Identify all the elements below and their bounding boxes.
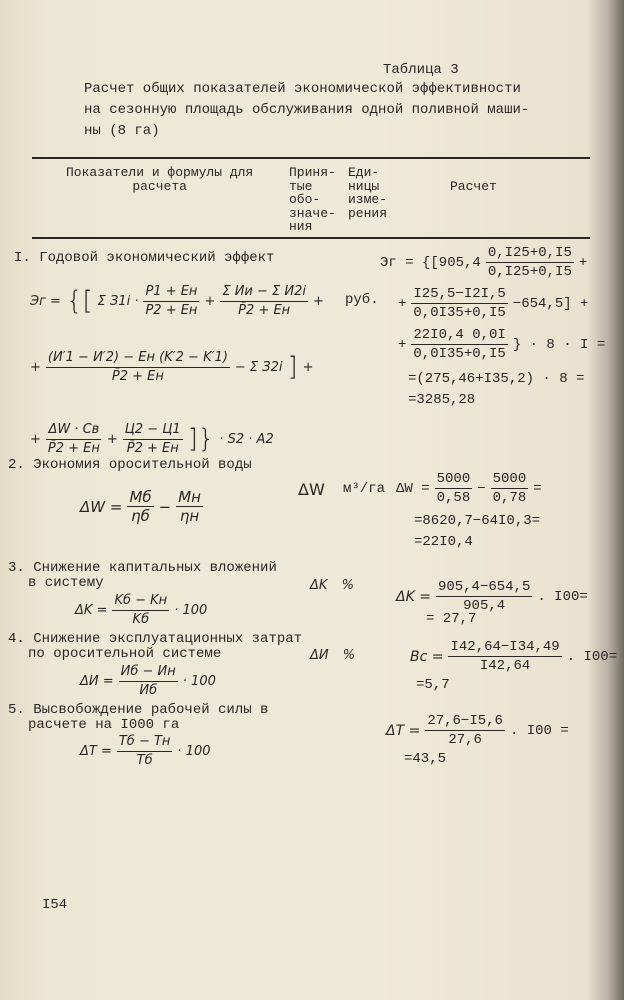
header-text: ния	[289, 219, 313, 234]
row-2-unit: м³/га	[343, 481, 386, 497]
fraction: Σ Ии − Σ И2i P̄2 + Eн	[222, 283, 306, 318]
header-text: расчета	[132, 178, 187, 194]
formula-text: · S2 · A2	[219, 431, 274, 447]
caption-line: ны (8 га)	[84, 123, 160, 139]
fraction: ΔW · Cв P̄2 + Eн	[47, 421, 100, 456]
calc-text: =(275,46+I35,2) · 8 =	[408, 371, 585, 387]
table-header-rule	[32, 237, 590, 239]
fraction: Tб − Tн Tб	[118, 734, 171, 768]
row-2-calc: ΔW = $\frac{5000}{0,58}$ − $\frac{5000}{0,78}$ = =8620,7−64I0,3= =22I0,4	[396, 470, 542, 553]
table-top-rule	[32, 157, 590, 159]
row-3-label: 3. Снижение капитальных вложений в систему	[8, 560, 277, 591]
calc-result: =3285,28	[408, 392, 476, 408]
fraction: $\frac{I42,64-I34,49}{I42,64}$	[450, 639, 560, 674]
calc-result: =43,5	[404, 751, 447, 767]
row-3-formula: ΔK = Kб − Kн Kб · 100	[75, 593, 208, 627]
row-1-label: I. Годовой экономический эффект	[14, 250, 275, 266]
row-1-calc: Эг = {[905,4 0,I25+0,I5 0,I25+0,I5 + + $\frac{I25,5-I2I,5}{0,0I35+0,I5}$ −654,5] + + $\frac{22I0,4 0,0I}{0,0I35+0,I5}$ } · 8 · I = =(275,46+I35,2) · 8 = =3285,28	[380, 244, 605, 411]
header-text: значе-	[289, 205, 336, 221]
row-5-formula: ΔT = Tб − Tн Tб · 100	[80, 734, 211, 768]
header-text: рения	[348, 205, 388, 221]
fraction: Иб − Ин Иб	[120, 664, 176, 698]
row-4-unit: %	[342, 648, 356, 663]
header-text: Приня-	[289, 165, 336, 180]
fraction: $\frac{5000}{0,58}$	[436, 471, 471, 506]
row-4-calc: Bc = $\frac{I42,64-I34,49}{I42,64}$ . I00= =5,7	[410, 638, 617, 696]
fraction: $\frac{22I0,4 0,0I}{0,0I35+0,I5}$	[413, 327, 506, 362]
header-text: обо-	[289, 192, 321, 207]
header-text: Еди-	[348, 165, 380, 180]
fraction: $\frac{27,6-I5,6}{27,6}$	[427, 713, 503, 748]
header-text: ницы	[348, 178, 380, 194]
page-number: I54	[42, 897, 68, 913]
row-3-calc: ΔK = $\frac{905,4-654,5}{905,4}$ . I00= = 27,7	[396, 578, 588, 630]
header-units	[348, 166, 387, 220]
row-4-formula: ΔИ = Иб − Ин Иб · 100	[80, 664, 216, 698]
row-5-label: 5. Высвобождение рабочей силы в расчете на I000 га	[8, 702, 269, 733]
calc-result: = 27,7	[426, 611, 477, 627]
calc-text: Эг = {[905,4	[380, 254, 481, 271]
row-3-unit: %	[341, 578, 354, 593]
header-text: тые	[289, 178, 313, 194]
caption-line: на сезонную площадь обслуживания одной поливной маши-	[84, 102, 530, 118]
header-text: изме-	[348, 192, 388, 207]
row-2-formula: ΔW = Mб ηб − Mн ηн	[80, 488, 201, 525]
header-notation	[289, 166, 336, 234]
fraction: P1 + Eн P2 + Eн	[145, 283, 198, 318]
formula-text: +	[312, 293, 324, 309]
fraction: Kб − Kн Kб	[114, 593, 168, 627]
calc-text: =8620,7−64I0,3=	[414, 513, 541, 529]
fraction: $\frac{905,4-654,5}{905,4}$	[437, 579, 531, 614]
fraction: $\frac{5000}{0,78}$	[492, 471, 527, 506]
fraction: (И′1 − И′2) − Eн (K′2 − K′1) P̄2 + Eн	[47, 349, 228, 384]
row-5-calc: ΔT = $\frac{27,6-I5,6}{27,6}$ . I00 = =43,5	[386, 712, 569, 770]
calc-text: −654,5] +	[512, 295, 589, 312]
calc-result: =5,7	[416, 677, 450, 693]
fraction: $\frac{I25,5-I2I,5}{0,0I35+0,I5}$	[413, 286, 506, 321]
fraction: 0,I25+0,I5 0,I25+0,I5	[487, 245, 572, 280]
formula-text: − Σ З2i	[234, 359, 283, 375]
header-calc: Расчет	[450, 179, 497, 194]
row-2-notation: ΔW	[298, 480, 325, 499]
calc-result: =22I0,4	[414, 534, 473, 550]
row-4-label: 4. Снижение эксплуатационных затрат по оросительной системе	[8, 631, 303, 662]
table-title: Таблица 3	[383, 62, 459, 78]
fraction: Mн ηн	[178, 488, 201, 525]
header-indicators	[66, 166, 253, 193]
fraction: Mб ηб	[129, 488, 152, 525]
row-1-unit: руб.	[345, 292, 379, 308]
table-caption	[84, 79, 529, 142]
formula-text: Σ З1i ·	[97, 293, 139, 309]
header-text: Показатели и формулы для	[66, 165, 254, 180]
fraction: Ц2 − Ц1 P̄2 + Eн	[124, 421, 181, 456]
formula-text: +	[204, 293, 216, 309]
calc-text: } · 8 · I =	[512, 336, 606, 353]
caption-line: Расчет общих показателей экономической эффективности	[84, 81, 521, 97]
row-3-notation: ΔK %	[310, 578, 354, 593]
brace-open-icon: {[	[65, 286, 93, 316]
formula-text: Эг =	[30, 293, 61, 309]
row-1-formula: Эг = {[ Σ З1i · P1 + Eн P2 + Eн + Σ Ии − Σ И2i P̄2 + Eн + + (И′1 − И′2) − Eн (K′2 − K′1) P̄2 + Eн − Σ З2i ] + + ΔW · Cв P̄2 + Eн + Ц2 − Ц1 P̄2 + Eн ]} · S2 · A2	[30, 283, 324, 456]
row-2-label: 2. Экономия оросительной воды	[8, 457, 252, 473]
row-4-notation: ΔИ %	[310, 648, 356, 663]
